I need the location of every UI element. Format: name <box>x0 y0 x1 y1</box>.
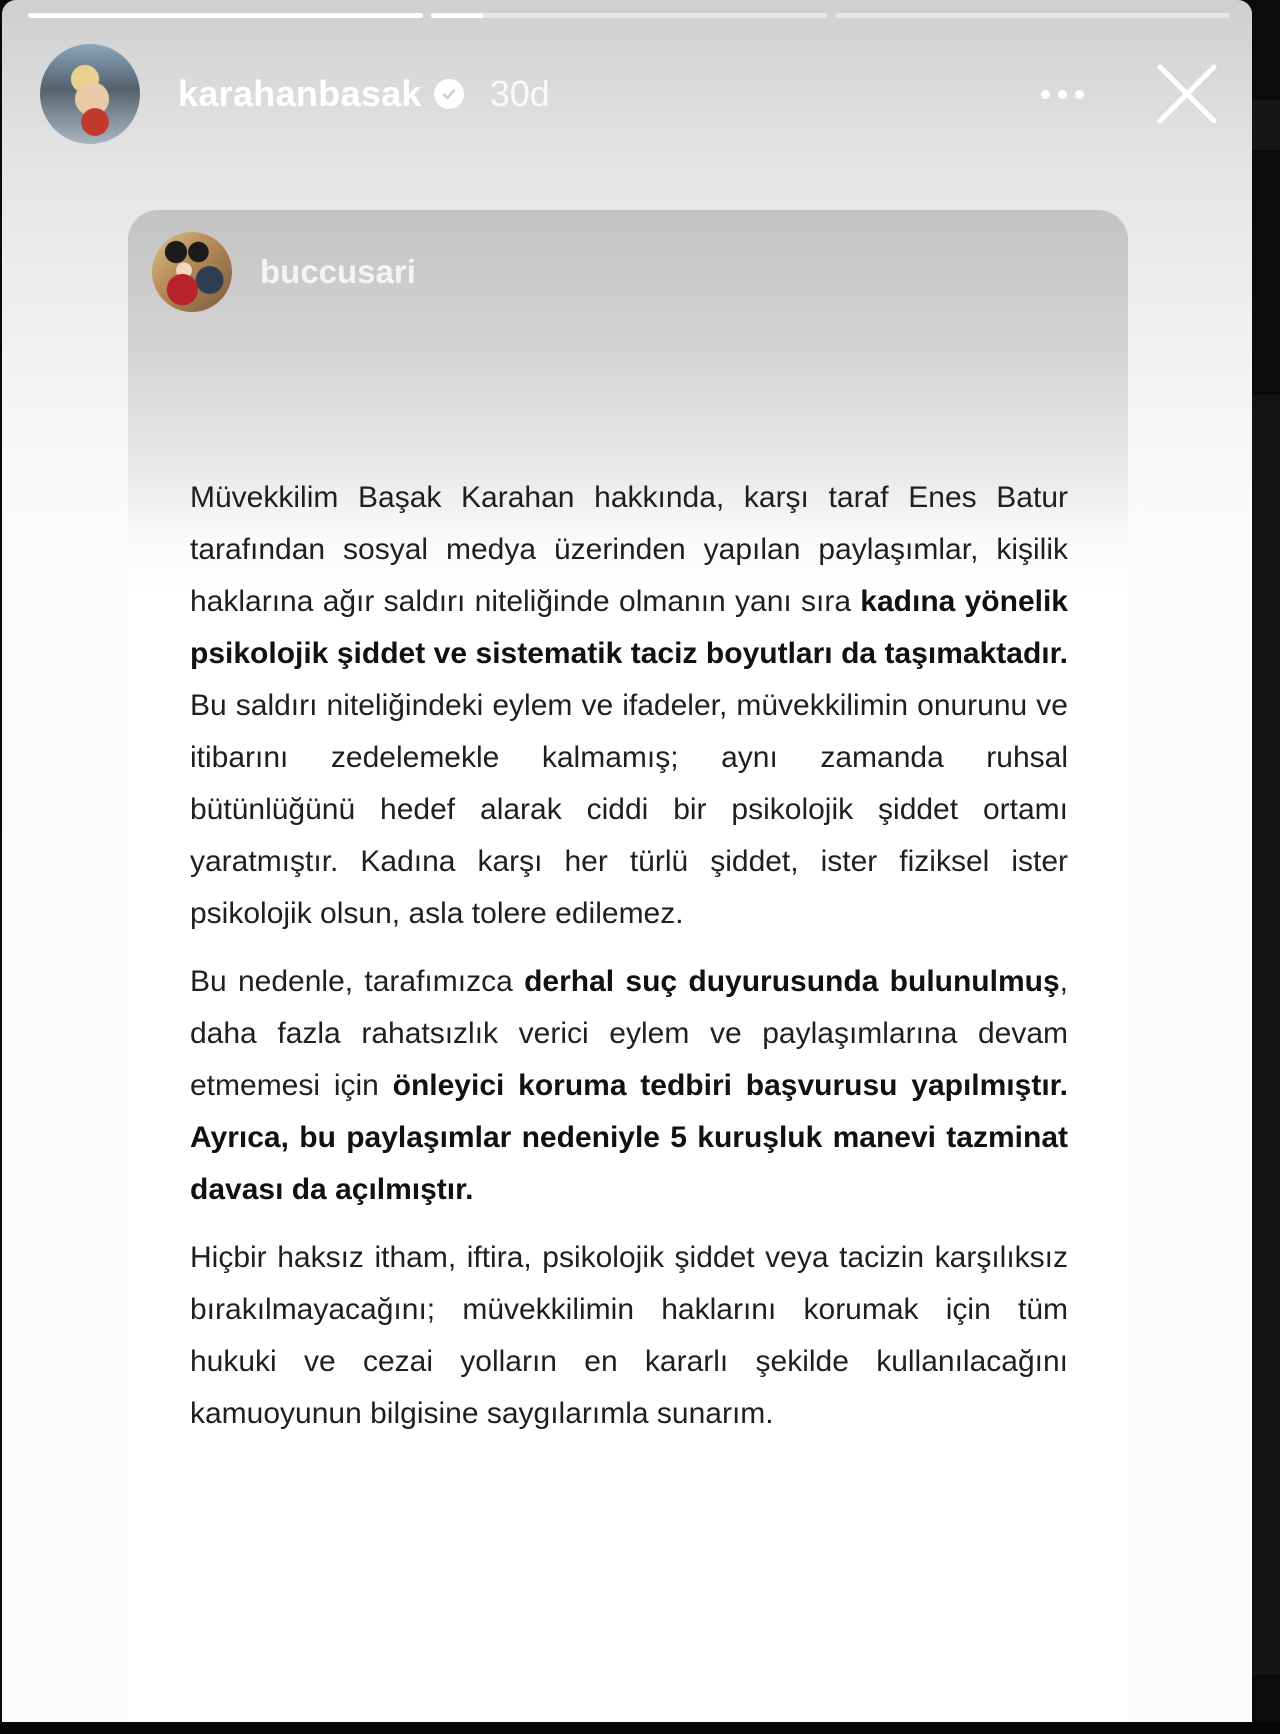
story-progress-bar <box>28 13 1230 18</box>
post-time: 30d <box>489 73 550 114</box>
statement-paragraph <box>190 472 1068 940</box>
body-text: Bu nedenle, tarafımızca <box>190 965 525 998</box>
progress-fill <box>28 13 423 18</box>
shared-post-avatar[interactable] <box>152 232 232 312</box>
progress-fill <box>431 13 482 18</box>
background-page-strip <box>1252 0 1280 1734</box>
body-text: Hiçbir haksız itham, iftira, psikolojik şiddet veya tacizin karşılıksız bırakılmayacağını; müvekkilimin haklarını korumak için tüm hukuki ve cezai yolların en kararlı şekilde kullanılacağını kamuoyunun bilgisine saygılarımla sunarım. <box>190 1241 1068 1430</box>
story-header <box>40 44 1222 144</box>
close-icon <box>1152 59 1222 129</box>
more-horizontal-icon-dot <box>1041 90 1050 99</box>
statement-paragraph <box>190 1232 1068 1440</box>
close-button[interactable] <box>1152 59 1222 129</box>
statement-paragraph <box>190 956 1068 1216</box>
background-block <box>1252 100 1280 150</box>
body-text: Bu saldırı niteliğindeki eylem ve ifadeler, müvekkilimin onurunu ve itibarını zedelemekle kalmamış; aynı zamanda ruhsal bütünlüğünü hedef alarak ciddi bir psikolojik şiddet ortamı yaratmıştır. Kadına karşı her türlü şiddet, ister fiziksel ister psikolojik olsun, asla tolere edilemez. <box>190 689 1068 930</box>
background-bottom-bar <box>0 1722 1280 1734</box>
verified-badge-icon <box>434 79 464 109</box>
progress-segment <box>28 13 423 18</box>
progress-segment <box>835 13 1230 18</box>
background-block <box>1252 395 1280 1675</box>
body-text: Müvekkilim Başak Karahan hakkında, karşı taraf Enes Batur tarafından sosyal medya üzerinden yapılan paylaşımlar, kişilik haklarına ağır saldırı niteliğinde olmanın yanı sıra <box>190 481 1068 618</box>
story-viewer[interactable] <box>2 0 1252 1722</box>
author-username[interactable]: karahanbasak <box>178 73 422 114</box>
more-options-button[interactable] <box>1032 74 1092 114</box>
emphasized-text: derhal suç duyurusunda bulunulmuş <box>524 965 1060 998</box>
statement-document <box>190 472 1068 1456</box>
shared-post-card[interactable] <box>128 210 1128 1722</box>
shared-post-header <box>152 232 416 312</box>
emphasized-text: önleyici koruma tedbiri başvurusu yapılmıştır. Ayrıca, bu paylaşımlar nedeniyle 5 kuruşluk manevi tazminat davası da açılmıştır. <box>190 1069 1069 1206</box>
more-horizontal-icon-dot <box>1075 90 1084 99</box>
more-horizontal-icon-dot <box>1058 90 1067 99</box>
emphasized-text: kadına yönelik psikolojik şiddet ve sistematik taciz boyutları da taşımaktadır. <box>190 585 1068 670</box>
progress-segment <box>431 13 826 18</box>
author-avatar[interactable] <box>40 44 140 144</box>
shared-post-username[interactable]: buccusari <box>260 253 416 290</box>
body-text: , daha fazla rahatsızlık verici eylem ve paylaşımlarına devam etmemesi için <box>190 965 1068 1102</box>
